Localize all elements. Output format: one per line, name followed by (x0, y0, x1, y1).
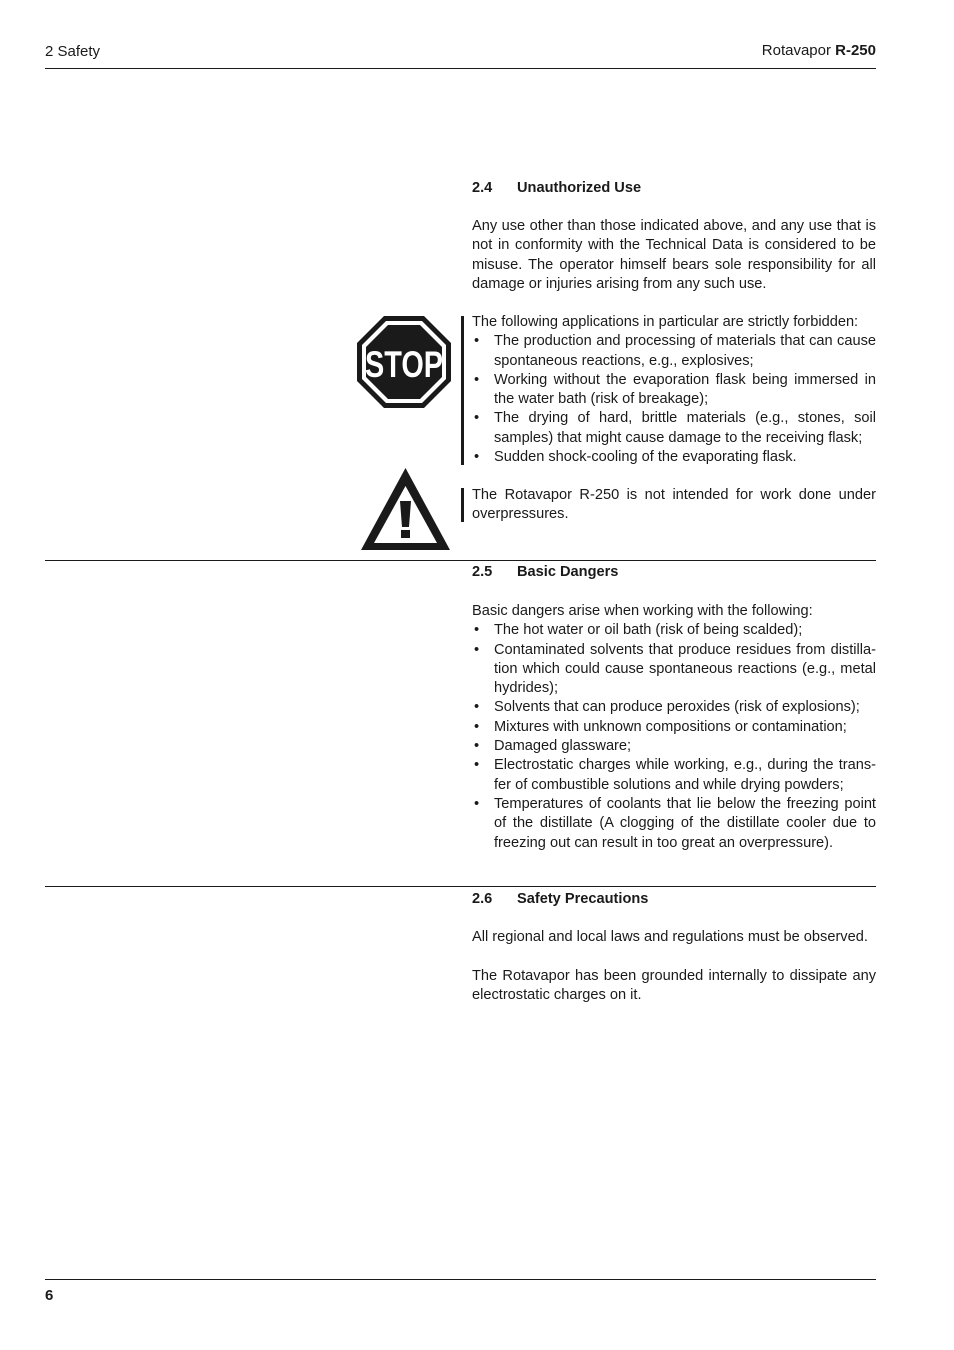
section-number: 2.6 (472, 891, 493, 907)
section-2-4-heading (472, 180, 641, 196)
stop-sign-text: STOP (364, 344, 444, 386)
safety-precautions-p2 (472, 967, 876, 1006)
section-number: 2.4 (472, 180, 493, 196)
paragraph: Any use other than those indicated above, and any use that is not in conformity with the Technical Data is considered to be misuse. The operator himself bears sole responsibility for all damage or injuries arising from any such use. (472, 218, 876, 292)
product-prefix: Rotavapor (761, 42, 836, 59)
running-header-product (762, 42, 876, 59)
running-header-section: 2 Safety (45, 43, 101, 60)
section-title: Unauthorized Use (517, 180, 642, 196)
header-rule (45, 68, 876, 69)
list-item: • The hot water or oil bath (risk of being scalded); (472, 621, 876, 640)
list-item: • Electrostatic charges while working, e.g., during the trans-fer of combustible solutions and while drying powders; (472, 756, 876, 795)
section-title: Safety Precautions (517, 891, 649, 907)
overpressure-warning (472, 486, 876, 525)
list-item: • Solvents that can produce peroxides (risk of explosions); (472, 698, 876, 717)
section-2-5-heading (472, 564, 618, 580)
list-item: • Sudden shock-cooling of the evaporating flask. (472, 448, 876, 467)
warning-margin-bar (461, 488, 464, 522)
dangers-intro: Basic dangers arise when working with the following: (472, 603, 813, 619)
list-item: • Working without the evaporation flask being immersed in the water bath (risk of breakage); (472, 371, 876, 410)
list-item: • Mixtures with unknown compositions or contamination; (472, 718, 876, 737)
footer-rule (45, 1279, 876, 1280)
forbidden-applications (472, 313, 876, 467)
list-item: • Damaged glassware; (472, 737, 876, 756)
section-number: 2.5 (472, 564, 493, 580)
section-divider (45, 886, 876, 887)
forbidden-list (472, 332, 876, 467)
section-2-4-paragraph (472, 217, 876, 294)
safety-precautions-p1 (472, 928, 876, 947)
list-item: • The production and processing of materials that can cause spontaneous reactions, e.g., explosives; (472, 332, 876, 371)
stop-margin-bar (461, 316, 464, 465)
paragraph: All regional and local laws and regulations must be observed. (472, 929, 868, 945)
section-title: Basic Dangers (517, 564, 619, 580)
warning-triangle-icon (359, 466, 452, 557)
stop-sign-icon (356, 315, 452, 414)
list-item: • The drying of hard, brittle materials (e.g., stones, soil samples) that might cause damage to the receiving flask; (472, 409, 876, 448)
dangers-list (472, 621, 876, 853)
warning-text: The Rotavapor R-250 is not intended for work done under overpressures. (472, 487, 876, 523)
forbidden-intro: The following applications in particular are strictly forbidden: (472, 314, 859, 330)
section-2-6-heading (472, 891, 648, 907)
list-item: • Temperatures of coolants that lie below the freezing point of the distillate (A clogging of the distillate cooler due to freezing out can result in too great an overpressure). (472, 795, 876, 853)
section-divider (45, 560, 876, 561)
basic-dangers (472, 602, 876, 853)
list-item: • Contaminated solvents that produce residues from distilla-tion which could cause spontaneous reactions (e.g., metal hydrides); (472, 641, 876, 699)
paragraph: The Rotavapor has been grounded internally to dissipate any electrostatic charges on it. (472, 968, 876, 1004)
page-number: 6 (45, 1287, 54, 1304)
product-model: R-250 (835, 42, 876, 59)
